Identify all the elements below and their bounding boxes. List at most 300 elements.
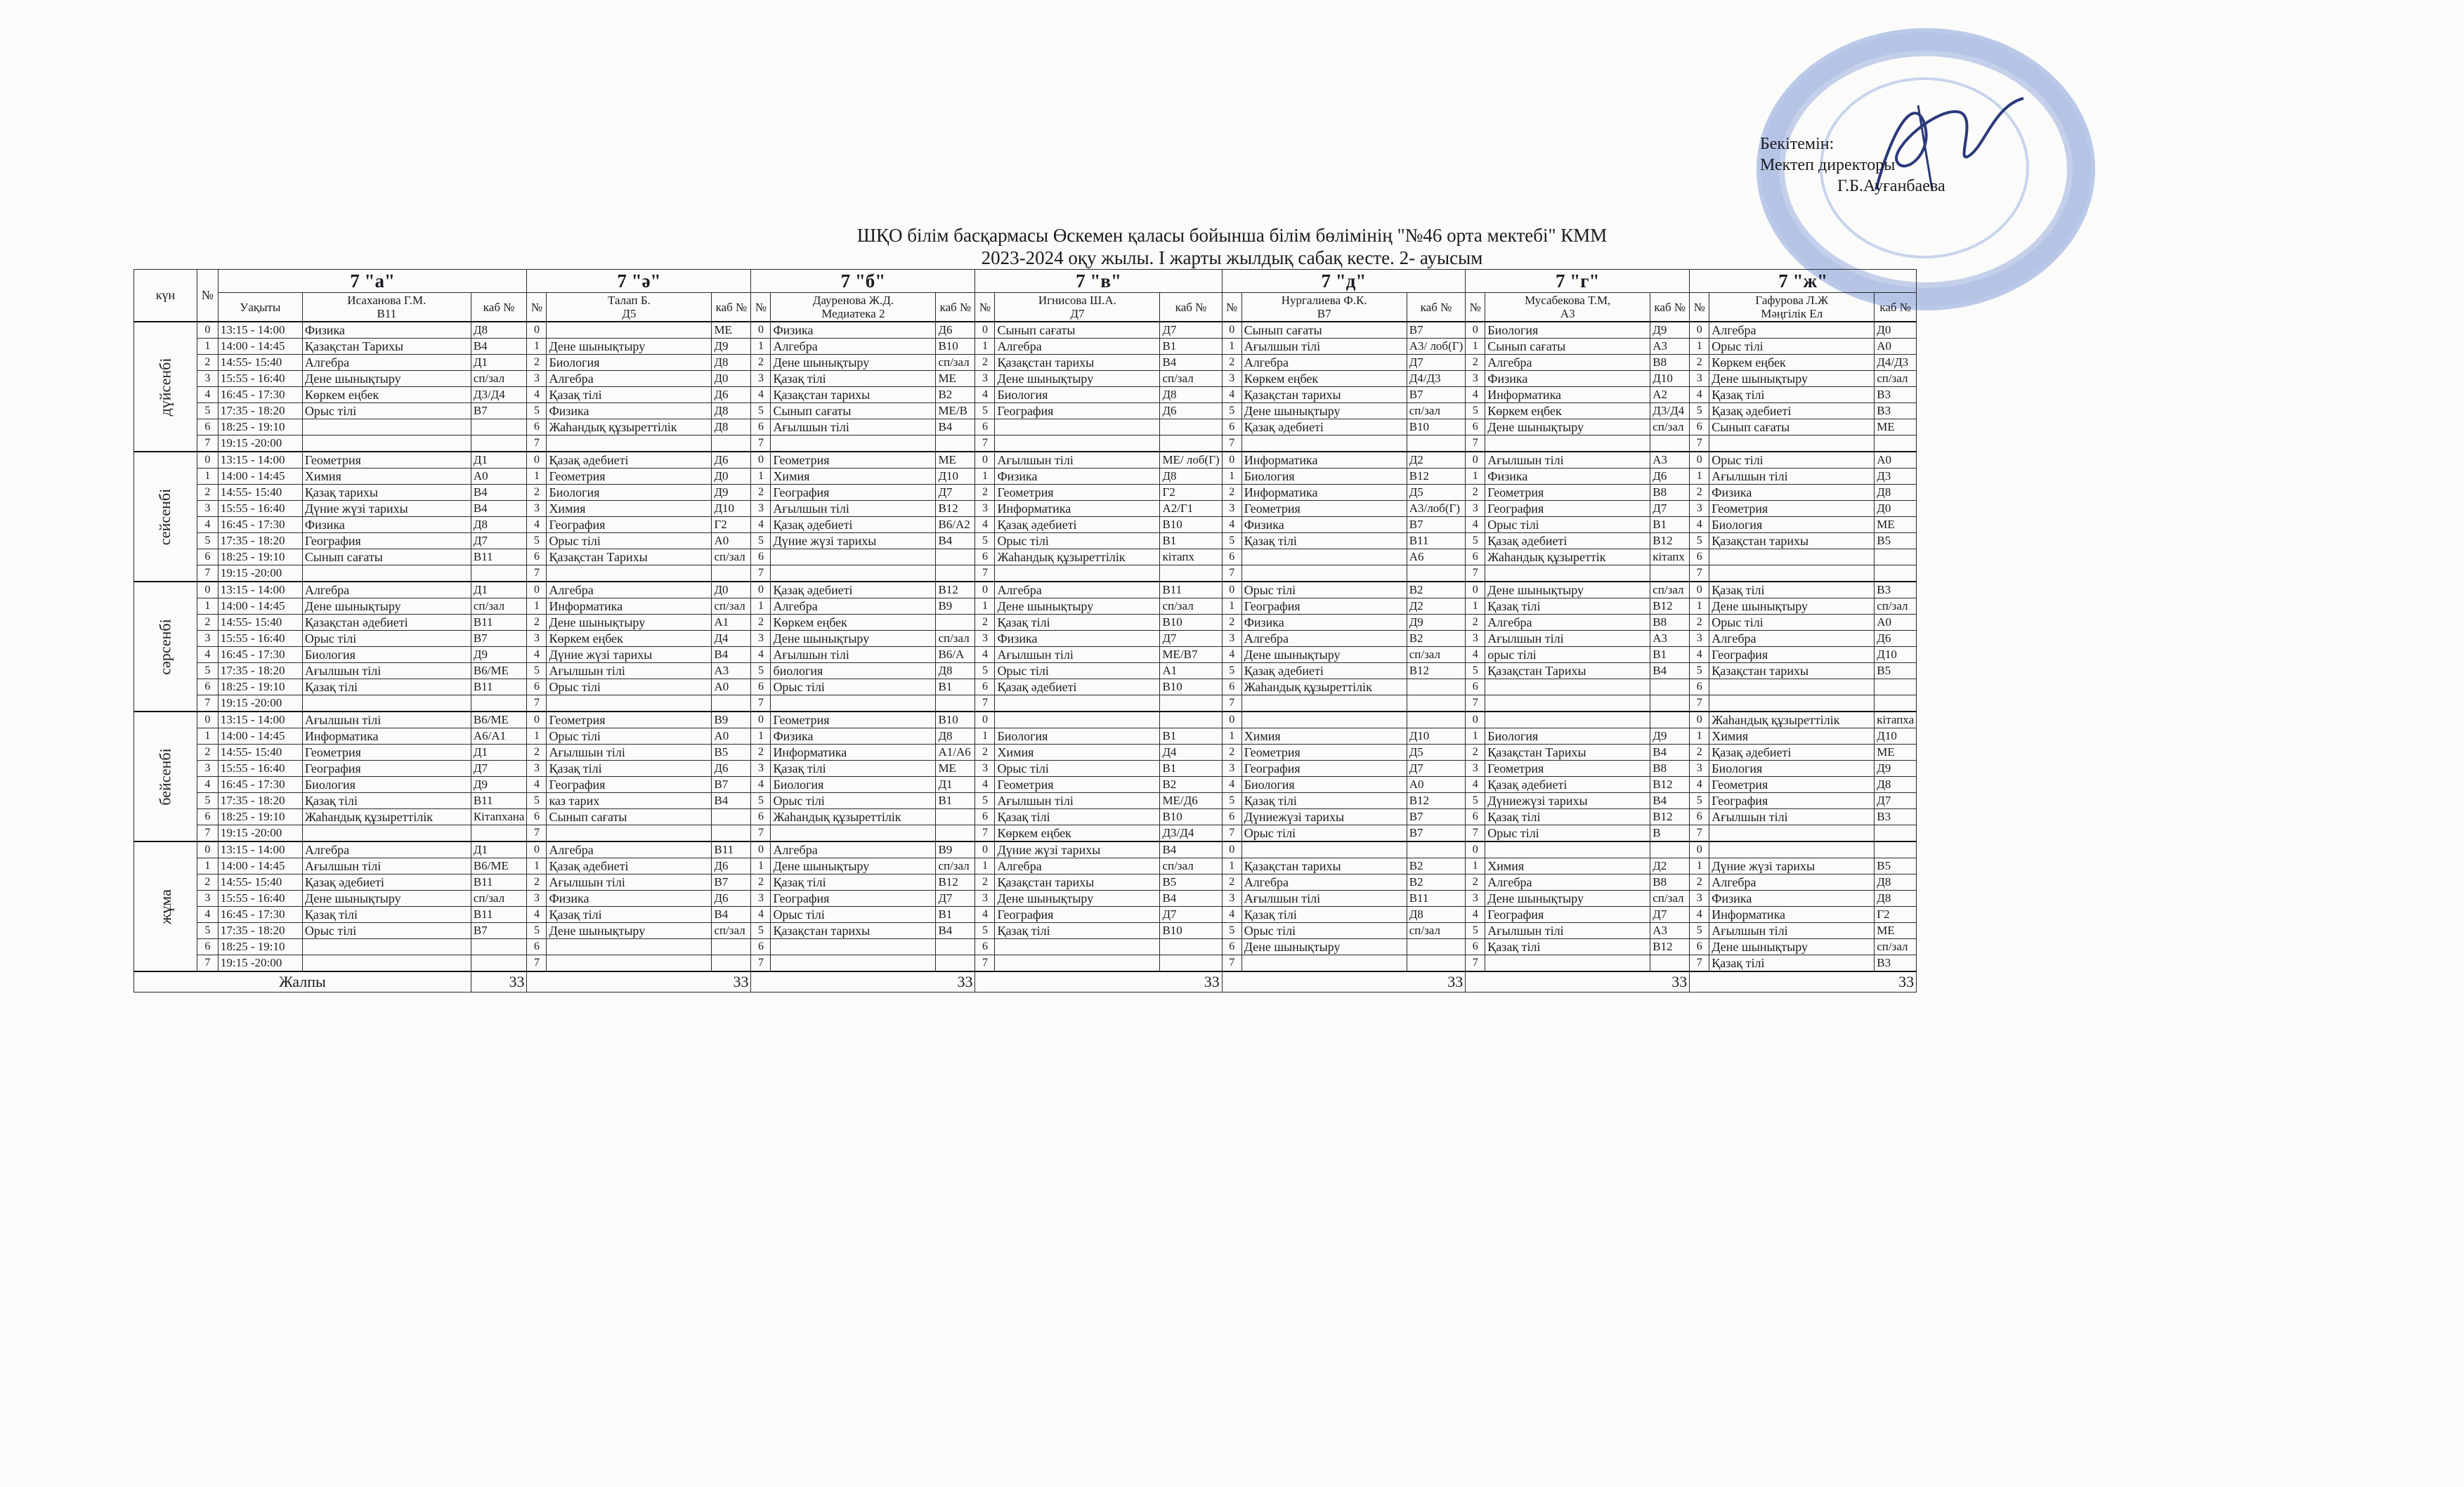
lesson-time: 19:15 -20:00 [218, 565, 302, 582]
lesson-number: 2 [527, 874, 547, 891]
subject-cell: Дүние жүзі тарихы [1709, 858, 1875, 874]
subject-cell: Қазақстан Тарихы [1485, 745, 1650, 761]
lesson-number: 2 [527, 485, 547, 501]
subject-cell: Биология [1485, 728, 1650, 745]
lesson-number: 6 [1466, 679, 1485, 695]
room-cell: Д7 [936, 485, 975, 501]
subject-cell [771, 939, 936, 955]
lesson-number: 4 [1466, 387, 1485, 403]
room-cell: В6/А2 [936, 517, 975, 533]
subject-cell: Көркем еңбек [302, 387, 471, 403]
subject-cell: Орыс тілі [1241, 923, 1407, 939]
room-cell: В1 [1160, 533, 1222, 549]
room-cell: В7 [1407, 825, 1466, 842]
room-cell: В2 [1407, 582, 1466, 598]
lesson-number: 1 [1222, 728, 1241, 745]
room-cell: Д9 [1407, 615, 1466, 631]
subject-cell: Орыс тілі [1241, 582, 1407, 598]
subject-cell: Биология [1485, 322, 1650, 339]
lesson-number: 1 [197, 728, 218, 745]
home-room: Медиатека 2 [821, 307, 885, 320]
lesson-number: 1 [1222, 469, 1241, 485]
schedule-table [133, 269, 1917, 993]
room-cell: МЕ [1875, 517, 1917, 533]
table-row [134, 355, 1917, 371]
table-row [134, 841, 1917, 858]
subject-cell: Дене шынықтыру [995, 891, 1160, 907]
room-cell: Д9 [712, 339, 751, 355]
lesson-time: 16:45 - 17:30 [218, 387, 302, 403]
room-cell: Д1 [471, 745, 527, 761]
subject-cell [1709, 435, 1875, 452]
lesson-number: 5 [751, 533, 771, 549]
lesson-number: 2 [1222, 615, 1241, 631]
lesson-number: 7 [975, 565, 995, 582]
lesson-time: 17:35 - 18:20 [218, 923, 302, 939]
lesson-number: 7 [1222, 565, 1241, 582]
lesson-number: 7 [527, 955, 547, 972]
room-cell: В1 [1650, 517, 1690, 533]
lesson-number: 1 [751, 469, 771, 485]
lesson-number: 6 [751, 679, 771, 695]
subject-cell: Дене шынықтыру [771, 631, 936, 647]
lesson-number: 1 [975, 728, 995, 745]
room-cell: Д2 [1407, 598, 1466, 615]
room-cell: А1 [712, 615, 751, 631]
room-cell: В3 [1875, 582, 1917, 598]
lesson-number-header: № [1690, 293, 1709, 322]
room-cell: Д5 [1407, 745, 1466, 761]
subject-cell: Дене шынықтыру [1241, 939, 1407, 955]
lesson-number: 0 [1222, 322, 1241, 339]
lesson-number: 6 [197, 679, 218, 695]
lesson-number: 1 [751, 339, 771, 355]
room-cell: В1 [1160, 761, 1222, 777]
subject-cell: География [995, 907, 1160, 923]
room-cell: А3 [1650, 452, 1690, 469]
room-cell [1875, 841, 1917, 858]
lesson-number: 6 [975, 549, 995, 565]
room-cell: Д8 [712, 403, 751, 419]
room-cell: Д7 [1160, 631, 1222, 647]
room-cell: сп/зал [936, 858, 975, 874]
table-row [134, 955, 1917, 972]
subject-cell: География [302, 533, 471, 549]
room-cell: В8 [1650, 761, 1690, 777]
lesson-number: 2 [1466, 615, 1485, 631]
subject-cell [771, 565, 936, 582]
subject-cell: Физика [1485, 469, 1650, 485]
lesson-number: 7 [1466, 955, 1485, 972]
lesson-number: 5 [1466, 923, 1485, 939]
room-cell [712, 825, 751, 842]
lesson-time: 14:00 - 14:45 [218, 469, 302, 485]
subject-cell: Қазақстан тарихы [1241, 858, 1407, 874]
subject-cell: Физика [1709, 485, 1875, 501]
lesson-number: 3 [527, 631, 547, 647]
subject-cell: Көркем еңбек [1241, 371, 1407, 387]
lesson-number: 5 [1690, 923, 1709, 939]
room-cell: сп/зал [1160, 371, 1222, 387]
room-cell [936, 939, 975, 955]
subject-cell: География [1485, 501, 1650, 517]
subject-cell: Қазақ тілі [1241, 533, 1407, 549]
lesson-number: 6 [751, 419, 771, 435]
lesson-number: 7 [751, 695, 771, 712]
room-cell: Д10 [712, 501, 751, 517]
subject-cell: Геометрия [1241, 501, 1407, 517]
room-cell [1875, 695, 1917, 712]
lesson-number: 4 [1222, 387, 1241, 403]
lesson-number: 6 [1690, 809, 1709, 825]
lesson-number: 6 [751, 549, 771, 565]
room-cell: В12 [1407, 469, 1466, 485]
room-cell: Д7 [1160, 322, 1222, 339]
subject-cell: Ағылшын тілі [547, 663, 712, 679]
subject-cell: Ағылшын тілі [1485, 452, 1650, 469]
room-cell: В10 [1160, 809, 1222, 825]
subject-cell: Информатика [1485, 387, 1650, 403]
room-cell: В12 [1407, 663, 1466, 679]
lesson-number: 7 [1222, 955, 1241, 972]
document-title: ШҚО білім басқармасы Өскемен қаласы бойынша білім бөлімінің "№46 орта мектебі" КММ [856, 225, 1608, 246]
subject-cell: Алгебра [771, 841, 936, 858]
lesson-number: 0 [1690, 452, 1709, 469]
subject-cell [1241, 955, 1407, 972]
subject-cell: Жаһандық құзыреттік [1485, 549, 1650, 565]
lesson-number: 5 [1466, 793, 1485, 809]
room-cell: сп/зал [1160, 598, 1222, 615]
lesson-time: 15:55 - 16:40 [218, 501, 302, 517]
lesson-number: 7 [1222, 695, 1241, 712]
subject-cell: Орыс тілі [771, 793, 936, 809]
room-cell: Д9 [1650, 728, 1690, 745]
lesson-number: 0 [751, 841, 771, 858]
home-room: В7 [1317, 307, 1331, 320]
lesson-number: 3 [1690, 371, 1709, 387]
lesson-number: 2 [1466, 355, 1485, 371]
subject-cell: Қазақстан тарихы [1709, 533, 1875, 549]
subject-cell: Сынып сағаты [1709, 419, 1875, 435]
lesson-number: 3 [197, 501, 218, 517]
subject-cell: Алгебра [771, 339, 936, 355]
lesson-number-header: № [527, 293, 547, 322]
room-cell [1875, 435, 1917, 452]
room-cell: В2 [1407, 858, 1466, 874]
room-cell: В6/МЕ [471, 712, 527, 728]
subject-cell: Алгебра [547, 371, 712, 387]
room-cell [936, 615, 975, 631]
lesson-number: 0 [751, 322, 771, 339]
table-row [134, 517, 1917, 533]
subject-cell: География [302, 761, 471, 777]
room-cell: Д3 [1875, 469, 1917, 485]
subject-cell: Дене шынықтыру [1241, 647, 1407, 663]
room-cell: Д7 [471, 533, 527, 549]
table-row [134, 435, 1917, 452]
lesson-number: 3 [527, 371, 547, 387]
table-row [134, 809, 1917, 825]
lesson-number: 1 [1466, 728, 1485, 745]
subject-cell [1241, 695, 1407, 712]
lesson-number: 6 [527, 679, 547, 695]
lesson-number: 5 [1466, 663, 1485, 679]
lesson-number: 6 [527, 809, 547, 825]
subject-cell: Қазақ тілі [771, 761, 936, 777]
subject-cell: Орыс тілі [547, 728, 712, 745]
room-cell: А3 [712, 663, 751, 679]
subject-cell: Ағылшын тілі [995, 647, 1160, 663]
lesson-number: 7 [1466, 695, 1485, 712]
subject-cell [771, 695, 936, 712]
lesson-number: 1 [197, 339, 218, 355]
room-cell: В4 [712, 647, 751, 663]
room-cell [1407, 435, 1466, 452]
room-cell: В11 [471, 874, 527, 891]
lesson-number: 3 [975, 501, 995, 517]
room-cell: Д4/Д3 [1875, 355, 1917, 371]
lesson-time: 16:45 - 17:30 [218, 647, 302, 663]
lesson-number: 0 [751, 712, 771, 728]
subject-cell: Қазақстан Тарихы [302, 339, 471, 355]
lesson-number: 0 [527, 712, 547, 728]
lesson-number: 4 [197, 647, 218, 663]
room-cell: В4 [712, 793, 751, 809]
lesson-number: 7 [197, 435, 218, 452]
subject-cell: Сынып сағаты [995, 322, 1160, 339]
room-cell: сп/зал [471, 891, 527, 907]
subject-cell [302, 419, 471, 435]
lesson-number: 6 [197, 419, 218, 435]
table-row [134, 874, 1917, 891]
lesson-number: 1 [1222, 339, 1241, 355]
subject-cell [1485, 679, 1650, 695]
subject-cell: Геометрия [547, 712, 712, 728]
room-cell: Д7 [936, 891, 975, 907]
room-cell [1160, 565, 1222, 582]
room-cell: В2 [1407, 874, 1466, 891]
room-cell: В5 [1875, 663, 1917, 679]
room-cell: кітапх [1160, 549, 1222, 565]
lesson-number: 5 [197, 663, 218, 679]
teacher-name: Дауренова Ж.Д. [812, 294, 894, 307]
lesson-number: 2 [975, 745, 995, 761]
room-cell: В11 [1160, 582, 1222, 598]
subject-cell: Қазақ тілі [302, 793, 471, 809]
subject-cell: Дене шынықтыру [1709, 939, 1875, 955]
subject-cell: Ағылшын тілі [771, 647, 936, 663]
lesson-number: 4 [527, 777, 547, 793]
room-cell: МЕ/В7 [1160, 647, 1222, 663]
subject-cell [771, 955, 936, 972]
table-row [134, 549, 1917, 565]
table-row [134, 777, 1917, 793]
lesson-number: 3 [975, 631, 995, 647]
room-cell: В11 [471, 615, 527, 631]
subject-cell: каз тарих [547, 793, 712, 809]
lesson-number: 3 [1690, 501, 1709, 517]
room-cell: В10 [1160, 923, 1222, 939]
lesson-time: 17:35 - 18:20 [218, 403, 302, 419]
lesson-number: 7 [751, 955, 771, 972]
subject-cell: Химия [995, 745, 1160, 761]
room-cell [1650, 695, 1690, 712]
lesson-number: 5 [1222, 533, 1241, 549]
room-cell: В3 [1875, 809, 1917, 825]
document-subtitle: 2023-2024 оқу жылы. І жарты жылдық сабақ кесте. 2- ауысым [981, 247, 1483, 268]
room-cell: Д1 [471, 582, 527, 598]
subject-cell: Қазақ әдебиеті [302, 874, 471, 891]
lesson-number: 7 [751, 435, 771, 452]
subject-cell: Орыс тілі [302, 403, 471, 419]
lesson-number: 2 [1690, 615, 1709, 631]
room-cell [712, 695, 751, 712]
lesson-number: 5 [1466, 533, 1485, 549]
lesson-number: 7 [197, 955, 218, 972]
subject-cell: Орыс тілі [1709, 615, 1875, 631]
room-cell: В1 [1160, 728, 1222, 745]
room-cell: Д6 [712, 761, 751, 777]
room-cell: сп/зал [1875, 371, 1917, 387]
room-cell [1407, 712, 1466, 728]
room-cell: В3 [1875, 403, 1917, 419]
lesson-number: 2 [1222, 874, 1241, 891]
room-cell [1407, 695, 1466, 712]
lesson-number: 3 [975, 891, 995, 907]
room-cell: В5 [712, 745, 751, 761]
room-cell [936, 435, 975, 452]
class-teacher [302, 293, 471, 322]
lesson-number: 5 [975, 533, 995, 549]
room-cell: МЕ/ лоб(Г) [1160, 452, 1222, 469]
subject-cell: Қазақ тілі [1709, 955, 1875, 972]
room-cell: Кітапхана [471, 809, 527, 825]
subject-cell: Қазақ тілі [1241, 907, 1407, 923]
lesson-number: 7 [527, 825, 547, 842]
room-cell [936, 565, 975, 582]
subject-cell: Информатика [1709, 907, 1875, 923]
room-cell: Д1 [471, 841, 527, 858]
lesson-number: 5 [1222, 793, 1241, 809]
subject-cell: Көркем еңбек [1485, 403, 1650, 419]
subject-cell: Дүние жүзі тарихы [547, 647, 712, 663]
subject-cell: Орыс тілі [547, 533, 712, 549]
lesson-number: 7 [751, 825, 771, 842]
room-cell: Д7 [1160, 907, 1222, 923]
approval-line-2: Мектеп директоры [1760, 156, 1896, 174]
lesson-number: 3 [1466, 891, 1485, 907]
lesson-number: 3 [751, 501, 771, 517]
subject-cell: Ағылшын тілі [1485, 923, 1650, 939]
lesson-number: 6 [1222, 809, 1241, 825]
room-cell: МЕ [1875, 419, 1917, 435]
lesson-number: 5 [527, 923, 547, 939]
room-cell: кітапха [1875, 712, 1917, 728]
subject-cell: Дене шынықтыру [547, 339, 712, 355]
room-cell [471, 435, 527, 452]
room-cell [471, 565, 527, 582]
room-cell [936, 809, 975, 825]
lesson-number: 7 [1222, 435, 1241, 452]
subject-cell: Информатика [1241, 452, 1407, 469]
lesson-number: 4 [1690, 647, 1709, 663]
subject-cell: Қазақстан тарихы [771, 387, 936, 403]
subject-cell: Физика [771, 728, 936, 745]
table-row [134, 371, 1917, 387]
room-cell: А0 [712, 679, 751, 695]
lesson-number: 5 [1222, 923, 1241, 939]
room-cell: А1/А6 [936, 745, 975, 761]
room-cell: Д10 [1875, 728, 1917, 745]
room-cell: А2/Г1 [1160, 501, 1222, 517]
home-room: Д5 [622, 307, 637, 320]
subject-cell: Информатика [1241, 485, 1407, 501]
room-cell: В11 [1407, 891, 1466, 907]
room-cell: Д5 [1407, 485, 1466, 501]
subject-cell [547, 939, 712, 955]
subject-cell: Көркем еңбек [1709, 355, 1875, 371]
room-cell: сп/зал [1650, 891, 1690, 907]
lesson-number: 3 [1222, 631, 1241, 647]
subject-cell [547, 565, 712, 582]
totals-row [134, 971, 1917, 993]
subject-cell: орыс тілі [1485, 647, 1650, 663]
room-cell: В12 [936, 874, 975, 891]
subject-cell [1709, 825, 1875, 842]
subject-cell: Қазақ тілі [1241, 793, 1407, 809]
lesson-time: 18:25 - 19:10 [218, 549, 302, 565]
subject-cell: Орыс тілі [771, 907, 936, 923]
lesson-time: 18:25 - 19:10 [218, 939, 302, 955]
subject-cell: Дене шынықтыру [547, 923, 712, 939]
room-cell: В9 [936, 598, 975, 615]
room-cell: А0 [712, 728, 751, 745]
lesson-number: 1 [1222, 858, 1241, 874]
subject-cell: Дүниежүзі тарихы [1241, 809, 1407, 825]
lesson-number: 6 [527, 419, 547, 435]
lesson-number: 6 [1222, 679, 1241, 695]
lesson-number: 2 [1466, 874, 1485, 891]
lesson-number-header: № [975, 293, 995, 322]
subject-cell: География [547, 777, 712, 793]
room-cell: В5 [1160, 874, 1222, 891]
day-name: сәрсенбі [156, 618, 174, 675]
subject-cell: Физика [547, 891, 712, 907]
room-cell: В4 [1650, 745, 1690, 761]
room-cell: сп/зал [712, 549, 751, 565]
subject-cell: Сынып сағаты [1241, 322, 1407, 339]
room-cell: А0 [712, 533, 751, 549]
lesson-number: 0 [1222, 452, 1241, 469]
lesson-number: 5 [1222, 403, 1241, 419]
subject-cell: Қазақ тілі [1485, 939, 1650, 955]
subject-cell: Орыс тілі [302, 923, 471, 939]
lesson-number: 7 [1690, 955, 1709, 972]
subject-cell [771, 435, 936, 452]
room-cell: А6 [1407, 549, 1466, 565]
lesson-number: 3 [1466, 501, 1485, 517]
subject-cell: Қазақ тілі [995, 615, 1160, 631]
subject-cell: Информатика [771, 745, 936, 761]
lesson-number: 2 [527, 615, 547, 631]
room-cell [712, 939, 751, 955]
subject-cell: Қазақстан тарихы [771, 923, 936, 939]
lesson-number: 7 [197, 695, 218, 712]
room-cell [936, 825, 975, 842]
room-cell: кітапх [1650, 549, 1690, 565]
subject-cell: Алгебра [1241, 355, 1407, 371]
lesson-number: 5 [751, 923, 771, 939]
